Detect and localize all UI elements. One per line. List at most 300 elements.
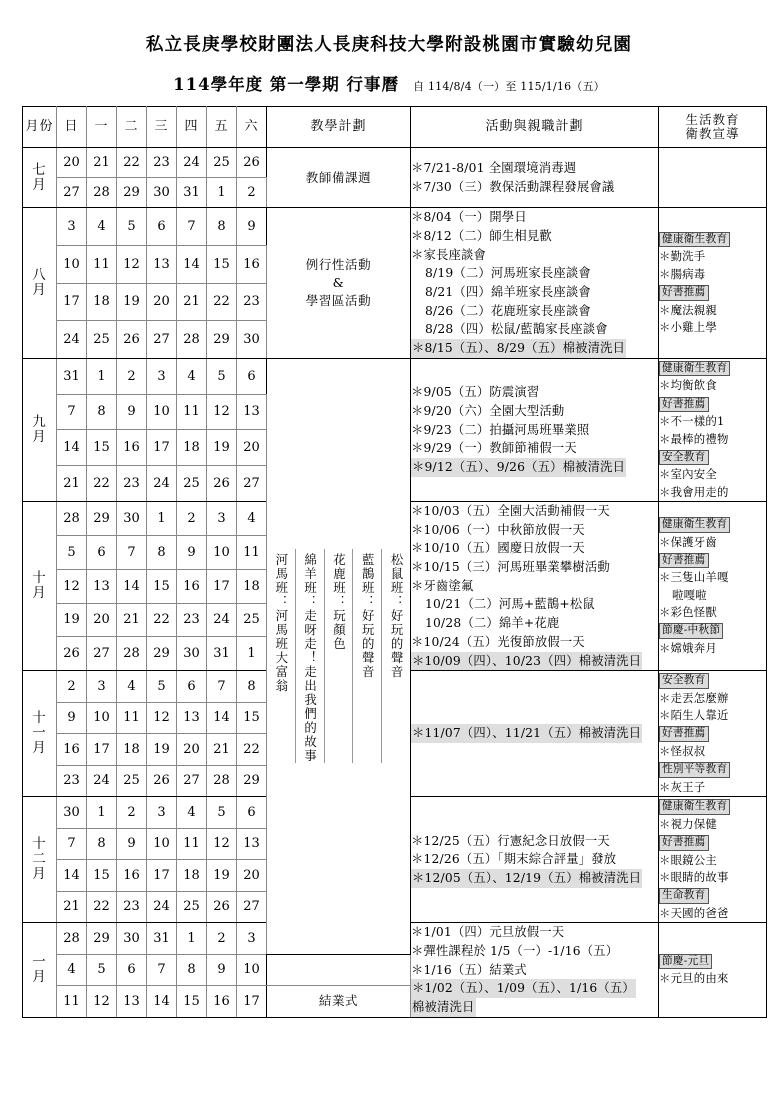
class-column-deer	[325, 549, 354, 763]
life-education-item: ＊嫦娥奔月	[659, 640, 717, 655]
date-cell: 21	[207, 734, 237, 765]
date-cell: 5	[117, 208, 147, 246]
activity-line: ＊7/30（三）教保活動課程發展會議	[411, 179, 615, 194]
page-title: 私立長庚學校財團法人長庚科技大學附設桃園市實驗幼兒園	[145, 35, 633, 55]
date-cell: 10	[87, 702, 117, 733]
date-cell: 8	[207, 208, 237, 246]
activity-line: ＊10/24（五）光復節放假一天	[411, 634, 585, 649]
date-cell: 21	[87, 148, 117, 178]
activity-line-highlighted: 棉被清洗日	[411, 998, 476, 1017]
month-row-august	[23, 208, 767, 246]
date-cell: 16	[117, 430, 147, 466]
date-cell: 3	[237, 923, 267, 954]
date-cell: 5	[147, 671, 177, 702]
activity-line: ＊7/21-8/01 全園環境消毒週	[411, 161, 577, 176]
life-education-header: 健康衛生教育	[659, 361, 730, 377]
life-education-item: ＊腸病毒	[659, 266, 706, 281]
date-cell: 8	[147, 535, 177, 569]
date-cell: 13	[177, 702, 207, 733]
date-cell: 2	[207, 923, 237, 954]
date-cell: 8	[87, 394, 117, 430]
date-cell: 7	[117, 535, 147, 569]
date-cell: 21	[117, 603, 147, 637]
date-cell: 12	[87, 986, 117, 1018]
month-label-september-c1: 月	[32, 428, 47, 445]
activity-line: 8/19（二）河馬班家長座談會	[425, 266, 591, 281]
month-row-september	[23, 358, 767, 394]
activity-line: ＊10/06（一）中秋節放假一天	[411, 522, 585, 537]
date-cell: 29	[207, 321, 237, 359]
date-cell: 20	[147, 283, 177, 321]
month-label-november-c1: 一	[32, 725, 47, 742]
month-label-october-c1: 月	[32, 585, 47, 602]
date-cell: 3	[207, 502, 237, 536]
date-cell: 8	[177, 954, 207, 985]
date-cell: 1	[147, 502, 177, 536]
date-cell: 4	[237, 502, 267, 536]
calendar-table	[22, 106, 767, 1017]
activity-line-highlighted: ＊10/09（四）、10/23（四）棉被清洗日	[411, 652, 642, 671]
date-cell: 23	[57, 765, 87, 797]
life-education-november	[659, 671, 767, 797]
date-cell: 27	[237, 891, 267, 923]
date-cell: 20	[177, 734, 207, 765]
date-cell: 26	[117, 321, 147, 359]
teaching-plan-line: &	[332, 274, 345, 290]
date-cell: 6	[117, 954, 147, 985]
month-label-november	[23, 671, 57, 797]
month-label-november-c0: 十	[32, 710, 47, 727]
date-cell: 24	[177, 148, 207, 178]
date-cell: 11	[87, 245, 117, 283]
activity-line: ＊8/12（二）師生相見歡	[411, 228, 552, 243]
calendar-date-range: 自 114/8/4（一）至 115/1/16（五）	[413, 80, 605, 94]
activity-line-highlighted: ＊1/02（五）、1/09（五）、1/16（五）	[411, 979, 636, 998]
date-cell: 31	[177, 178, 207, 208]
class-plan-text: 河馬班：河馬班大富翁	[273, 553, 289, 694]
date-cell: 17	[147, 860, 177, 891]
life-education-item: ＊均衡飲食	[659, 378, 717, 393]
date-cell: 1	[177, 923, 207, 954]
date-cell: 16	[57, 734, 87, 765]
date-cell: 25	[207, 148, 237, 178]
date-cell: 13	[117, 986, 147, 1018]
activity-line-highlighted: ＊11/07（四）、11/21（五）棉被清洗日	[411, 724, 642, 743]
activity-line: ＊9/23（二）拍攝河馬班畢業照	[411, 422, 590, 437]
life-education-september	[659, 358, 767, 501]
life-education-header: 好書推薦	[659, 553, 709, 569]
date-cell: 10	[237, 954, 267, 985]
date-cell: 25	[87, 321, 117, 359]
date-cell: 2	[57, 671, 87, 702]
activity-line: 10/28（二）綿羊+花鹿	[425, 616, 560, 631]
month-label-july-c0: 七	[32, 161, 47, 178]
date-cell: 27	[147, 321, 177, 359]
date-cell: 11	[177, 828, 207, 859]
date-cell: 21	[177, 283, 207, 321]
date-cell: 5	[207, 797, 237, 828]
table-header-row	[23, 107, 767, 148]
month-row-july	[23, 148, 767, 178]
date-cell: 4	[177, 358, 207, 394]
date-cell: 31	[207, 637, 237, 671]
month-label-august-c0: 八	[32, 266, 47, 283]
date-cell: 10	[147, 394, 177, 430]
date-cell: 4	[57, 954, 87, 985]
date-cell: 12	[57, 569, 87, 603]
life-education-october	[659, 502, 767, 671]
date-cell: 15	[207, 245, 237, 283]
teaching-plan-january	[267, 986, 411, 1018]
date-cell: 19	[207, 860, 237, 891]
life-education-header: 好書推薦	[659, 397, 709, 413]
life-education-item: ＊元旦的由來	[659, 971, 729, 986]
activity-line: ＊12/25（五）行憲紀念日放假一天	[411, 833, 610, 848]
life-education-item: ＊室內安全	[659, 467, 717, 482]
date-cell: 1	[87, 358, 117, 394]
date-cell: 14	[207, 702, 237, 733]
class-column-hippo	[267, 549, 296, 763]
activity-line: ＊9/29（一）教師節補假一天	[411, 441, 577, 456]
date-cell: 18	[237, 569, 267, 603]
month-label-january-c0: 一	[32, 953, 47, 970]
activity-plan-july	[411, 148, 659, 208]
date-cell: 2	[177, 502, 207, 536]
date-cell: 7	[207, 671, 237, 702]
col-header-weekday-tue: 二	[117, 107, 147, 148]
teaching-plan-line: 教師備課週	[305, 169, 372, 185]
date-cell: 3	[57, 208, 87, 246]
date-cell: 18	[117, 734, 147, 765]
col-header-weekday-wed: 三	[147, 107, 177, 148]
life-education-item: ＊眼鏡公主	[659, 852, 717, 867]
subtitle-row	[22, 55, 756, 106]
date-cell: 29	[237, 765, 267, 797]
date-cell: 10	[147, 828, 177, 859]
date-cell: 9	[57, 702, 87, 733]
class-plan-text: 綿羊班：走呀走！走出我們的故事	[302, 553, 318, 764]
date-cell: 25	[177, 891, 207, 923]
activity-line: ＊10/10（五）國慶日放假一天	[411, 541, 585, 556]
teaching-plan-january-blank	[267, 954, 411, 985]
month-label-july-c1: 月	[32, 176, 47, 193]
date-cell: 20	[237, 860, 267, 891]
life-education-item: ＊勤洗手	[659, 249, 706, 264]
date-cell: 5	[87, 954, 117, 985]
life-education-header: 好書推薦	[659, 285, 709, 301]
date-cell: 20	[237, 430, 267, 466]
activity-line: ＊9/05（五）防震演習	[411, 385, 540, 400]
activity-line: ＊10/03（五）全園大活動補假一天	[411, 504, 610, 519]
date-cell: 2	[117, 797, 147, 828]
date-cell: 27	[87, 637, 117, 671]
life-education-item-continuation: 啦嘎啦	[672, 587, 707, 602]
life-education-august	[659, 208, 767, 359]
class-column-sheep	[296, 549, 325, 763]
date-cell: 5	[57, 535, 87, 569]
date-cell: 17	[237, 986, 267, 1018]
date-cell: 29	[87, 502, 117, 536]
date-cell: 23	[147, 148, 177, 178]
date-cell: 24	[57, 321, 87, 359]
month-label-january-c1: 月	[32, 968, 47, 985]
life-education-item: ＊三隻山羊嘎	[659, 570, 729, 585]
col-header-activity-plan: 活動與親職計劃	[411, 107, 659, 148]
date-cell: 2	[117, 358, 147, 394]
teaching-plan-july	[267, 148, 411, 208]
date-cell: 4	[177, 797, 207, 828]
date-cell: 24	[87, 765, 117, 797]
col-header-life-education	[659, 107, 767, 148]
date-cell: 24	[207, 603, 237, 637]
date-cell: 21	[57, 466, 87, 502]
date-cell: 19	[207, 430, 237, 466]
life-education-item: ＊灰王子	[659, 779, 706, 794]
date-cell: 14	[57, 430, 87, 466]
date-cell: 6	[237, 358, 267, 394]
life-education-header: 安全教育	[659, 450, 709, 466]
date-cell: 16	[237, 245, 267, 283]
life-education-december	[659, 797, 767, 923]
date-cell: 20	[87, 603, 117, 637]
life-education-header: 健康衛生教育	[659, 799, 730, 815]
activity-plan-september	[411, 358, 659, 501]
date-cell: 29	[87, 923, 117, 954]
month-label-october	[23, 502, 57, 671]
col-header-life-education-l1: 生活教育	[685, 111, 740, 127]
date-cell: 28	[87, 178, 117, 208]
date-cell: 9	[117, 394, 147, 430]
date-cell: 11	[117, 702, 147, 733]
life-education-item: ＊眼睛的故事	[659, 869, 729, 884]
activity-line-highlighted: ＊8/15（五）、8/29（五）棉被清洗日	[411, 339, 626, 358]
life-education-january	[659, 923, 767, 1017]
col-header-teaching-plan: 教學計劃	[267, 107, 411, 148]
life-education-item: ＊視力保健	[659, 816, 717, 831]
life-education-item: ＊小雞上學	[659, 319, 717, 334]
date-cell: 1	[237, 637, 267, 671]
activity-line: ＊10/15（三）河馬班畢業攀樹活動	[411, 560, 610, 575]
col-header-weekday-mon: 一	[87, 107, 117, 148]
activity-line: ＊1/01（四）元旦放假一天	[411, 925, 565, 940]
date-cell: 19	[57, 603, 87, 637]
date-cell: 26	[237, 148, 267, 178]
date-cell: 30	[177, 637, 207, 671]
date-cell: 12	[207, 828, 237, 859]
date-cell: 14	[177, 245, 207, 283]
date-cell: 17	[147, 430, 177, 466]
date-cell: 13	[237, 394, 267, 430]
date-cell: 19	[117, 283, 147, 321]
date-cell: 12	[147, 702, 177, 733]
teaching-plan-line: 結業式	[318, 993, 359, 1009]
col-header-life-education-l2: 衛教宣導	[685, 126, 740, 142]
date-cell: 14	[57, 860, 87, 891]
life-education-header: 健康衛生教育	[659, 232, 730, 248]
date-cell: 18	[87, 283, 117, 321]
life-education-july	[659, 148, 767, 208]
date-cell: 8	[237, 671, 267, 702]
teaching-plan-august	[267, 208, 411, 359]
date-cell: 15	[237, 702, 267, 733]
class-column-squirrel	[382, 549, 410, 763]
month-label-august-c1: 月	[32, 282, 47, 298]
date-cell: 20	[57, 148, 87, 178]
life-education-item: ＊走丟怎麼辦	[659, 690, 729, 705]
date-cell: 23	[177, 603, 207, 637]
date-cell: 6	[237, 797, 267, 828]
date-cell: 26	[57, 637, 87, 671]
activity-plan-january	[411, 923, 659, 1017]
date-cell: 12	[207, 394, 237, 430]
life-education-header: 健康衛生教育	[659, 517, 730, 533]
date-cell: 13	[237, 828, 267, 859]
date-cell: 28	[57, 923, 87, 954]
date-cell: 16	[117, 860, 147, 891]
date-cell: 25	[177, 466, 207, 502]
date-cell: 29	[147, 637, 177, 671]
date-cell: 9	[117, 828, 147, 859]
date-cell: 27	[237, 466, 267, 502]
class-column-magpie	[353, 549, 382, 763]
month-label-july	[23, 148, 57, 208]
date-cell: 13	[147, 245, 177, 283]
date-cell: 23	[237, 283, 267, 321]
col-header-month-l1: 月份	[25, 118, 54, 134]
date-cell: 25	[117, 765, 147, 797]
class-plan-text: 松鼠班：好玩的聲音	[389, 553, 405, 680]
date-cell: 7	[177, 208, 207, 246]
date-cell: 28	[177, 321, 207, 359]
date-cell: 7	[57, 394, 87, 430]
date-cell: 14	[117, 569, 147, 603]
date-cell: 17	[87, 734, 117, 765]
activity-line: ＊彈性課程於 1/5（一）-1/16（五）	[411, 943, 619, 958]
life-education-item: ＊陌生人靠近	[659, 708, 729, 723]
activity-line: ＊12/26（五）「期末綜合評量」發放	[411, 852, 617, 867]
date-cell: 31	[57, 358, 87, 394]
date-cell: 1	[87, 797, 117, 828]
date-cell: 22	[237, 734, 267, 765]
class-plan-text: 藍鵲班：好玩的聲音	[360, 553, 376, 680]
activity-plan-october	[411, 502, 659, 671]
date-cell: 26	[207, 891, 237, 923]
activity-line: 10/21（二）河馬+藍鵲+松鼠	[425, 597, 595, 612]
date-cell: 28	[57, 502, 87, 536]
date-cell: 6	[87, 535, 117, 569]
activity-line: 8/28（四）松鼠/藍鵲家長座談會	[425, 322, 608, 337]
life-education-item: ＊彩色怪獸	[659, 605, 717, 620]
life-education-item: ＊我會用走的	[659, 484, 729, 499]
activity-line: ＊9/20（六）全園大型活動	[411, 403, 565, 418]
date-cell: 24	[147, 891, 177, 923]
life-education-item: ＊保護牙齒	[659, 534, 717, 549]
life-education-header: 安全教育	[659, 673, 709, 689]
date-cell: 11	[237, 535, 267, 569]
month-label-december-c0: 十	[32, 835, 47, 852]
activity-line: ＊1/16（五）結業式	[411, 962, 527, 977]
date-cell: 31	[147, 923, 177, 954]
class-columns-inner	[267, 549, 410, 763]
life-education-item: ＊不一樣的1	[659, 414, 725, 429]
life-education-header: 好書推薦	[659, 835, 709, 851]
month-label-august	[23, 208, 57, 359]
date-cell: 18	[177, 430, 207, 466]
date-cell: 5	[207, 358, 237, 394]
col-header-weekday-sun: 日	[57, 107, 87, 148]
date-cell: 16	[207, 986, 237, 1018]
date-cell: 4	[87, 208, 117, 246]
month-label-september	[23, 358, 57, 501]
col-header-month	[23, 107, 57, 148]
date-cell: 24	[147, 466, 177, 502]
date-cell: 19	[147, 734, 177, 765]
activity-line: ＊牙齒塗氟	[411, 578, 474, 593]
activity-plan-december	[411, 797, 659, 923]
life-education-header: 生命教育	[659, 888, 709, 904]
date-cell: 27	[177, 765, 207, 797]
date-cell: 22	[87, 891, 117, 923]
date-cell: 1	[207, 178, 237, 208]
date-cell: 9	[237, 208, 267, 246]
date-cell: 22	[147, 603, 177, 637]
date-cell: 17	[207, 569, 237, 603]
col-header-weekday-thu: 四	[177, 107, 207, 148]
month-label-november-c2: 月	[32, 740, 47, 757]
date-cell: 18	[177, 860, 207, 891]
life-education-header: 節慶-中秋節	[659, 623, 723, 639]
date-cell: 7	[57, 828, 87, 859]
date-cell: 11	[57, 986, 87, 1018]
activity-line: 8/26（二）花鹿班家長座談會	[425, 303, 591, 318]
date-cell: 28	[207, 765, 237, 797]
date-cell: 15	[87, 430, 117, 466]
date-cell: 22	[117, 148, 147, 178]
date-cell: 6	[147, 208, 177, 246]
col-header-weekday-sat: 六	[237, 107, 267, 148]
activity-line-highlighted: ＊9/12（五）、9/26（五）棉被清洗日	[411, 458, 626, 477]
date-cell: 3	[147, 797, 177, 828]
life-education-item: ＊天國的爸爸	[659, 905, 729, 920]
date-cell: 25	[237, 603, 267, 637]
date-cell: 2	[237, 178, 267, 208]
month-label-december	[23, 797, 57, 923]
month-label-december-c2: 月	[32, 866, 47, 883]
date-cell: 10	[57, 245, 87, 283]
teaching-plan-class-columns	[267, 358, 411, 954]
date-cell: 30	[237, 321, 267, 359]
activity-plan-august	[411, 208, 659, 359]
life-education-item: ＊魔法親親	[659, 302, 717, 317]
month-label-september-c0: 九	[32, 413, 47, 430]
date-cell: 29	[117, 178, 147, 208]
col-header-weekday-fri: 五	[207, 107, 237, 148]
date-cell: 13	[87, 569, 117, 603]
date-cell: 14	[147, 986, 177, 1018]
teaching-plan-line: 學習區活動	[305, 293, 372, 309]
activity-line: ＊8/04（一）開學日	[411, 210, 527, 225]
month-label-october-c0: 十	[32, 570, 47, 587]
date-cell: 12	[117, 245, 147, 283]
date-cell: 9	[207, 954, 237, 985]
date-cell: 26	[147, 765, 177, 797]
date-cell: 21	[57, 891, 87, 923]
date-cell: 11	[177, 394, 207, 430]
date-cell: 22	[87, 466, 117, 502]
date-cell: 16	[177, 569, 207, 603]
date-cell: 30	[147, 178, 177, 208]
class-plan-text: 花鹿班：玩顏色	[331, 553, 347, 652]
